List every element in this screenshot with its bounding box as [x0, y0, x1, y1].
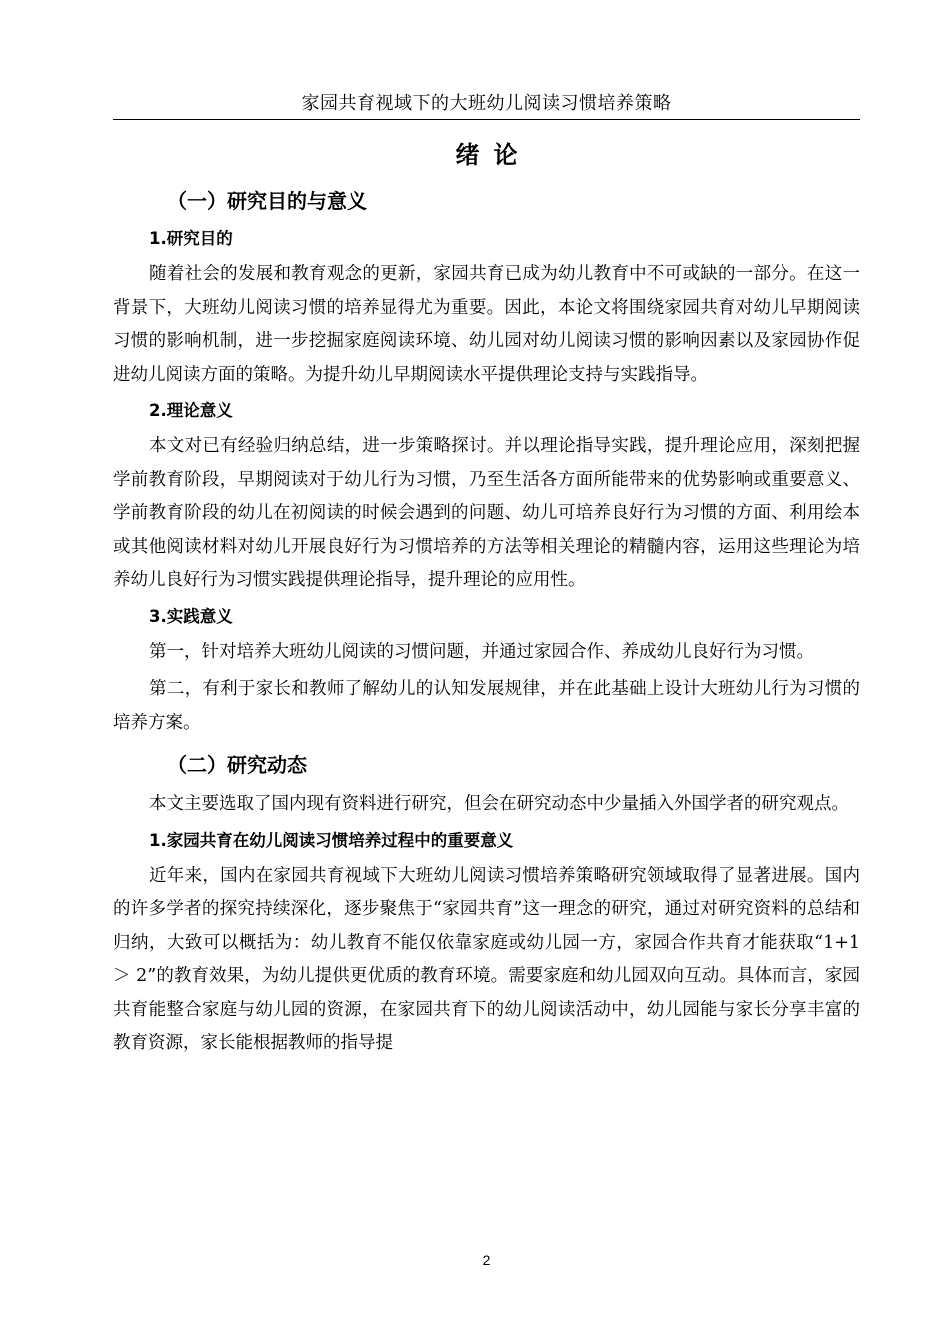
subsection-heading-practical-significance: 3.实践意义: [149, 606, 233, 626]
page-number: 2: [482, 1252, 491, 1268]
paragraph: 第二，有利于家长和教师了解幼儿的认知发展规律，并在此基础上设计大班幼儿行为习惯的培养方案。: [113, 679, 860, 733]
subsection-heading-importance: 1.家园共育在幼儿阅读习惯培养过程中的重要意义: [149, 830, 514, 850]
running-header: 家园共育视域下的大班幼儿阅读习惯培养策略: [301, 93, 672, 114]
paragraph: 近年来，国内在家园共育视域下大班幼儿阅读习惯培养策略研究领域取得了显著进展。国内的许多学者的探究持续深化，逐步聚焦于“家园共育”这一理念的研究，通过对研究资料的总结和归纳，大致可以概括为：幼儿教育不能仅依靠家庭或幼儿园一方，家园合作共育才能获取“1+1 ＞ 2”的教育效果，为幼儿提供更优质的教育环境。需要家庭和幼儿园双向互动。具体而言，家园共育能整合家庭与幼儿园的资源，在家园共育下的幼儿阅读活动中，幼儿园能与家长分享丰富的教育资源，家长能根据教师的指导提: [113, 865, 860, 1053]
paragraph: 随着社会的发展和教育观念的更新，家园共育已成为幼儿教育中不可或缺的一部分。在这一背景下，大班幼儿阅读习惯的培养显得尤为重要。因此，本论文将围绕家园共育对幼儿早期阅读习惯的影响机制，进一步挖掘家庭阅读环境、幼儿园对幼儿阅读习惯的影响因素以及家园协作促进幼儿阅读方面的策略。为提升幼儿早期阅读水平提供理论支持与实践指导。: [113, 264, 860, 385]
chapter-title: 绪论: [455, 140, 532, 169]
subsection-heading-research-purpose: 1.研究目的: [149, 229, 233, 248]
paragraph: 本文主要选取了国内现有资料进行研究，但会在研究动态中少量插入外国学者的研究观点。: [149, 794, 849, 814]
paragraph: 本文对已有经验归纳总结，进一步策略探讨。并以理论指导实践，提升理论应用，深刻把握学前教育阶段，早期阅读对于幼儿行为习惯，乃至生活各方面所能带来的优势影响或重要意义、学前教育阶段的幼儿在初阅读的时候会遇到的问题、幼儿可培养良好行为习惯的方面、利用绘本或其他阅读材料对幼儿开展良好行为习惯培养的方法等相关理论的精髓内容，运用这些理论为培养幼儿良好行为习惯实践提供理论指导，提升理论的应用性。: [113, 436, 860, 590]
body-content: [113, 184, 860, 1065]
section-heading-1: （一）研究目的与意义: [167, 189, 367, 213]
subsection-heading-theoretical-significance: 2.理论意义: [149, 401, 233, 420]
paragraph: 第一，针对培养大班幼儿阅读的习惯问题，并通过家园合作、养成幼儿良好行为习惯。: [149, 641, 814, 662]
header-rule: [113, 119, 860, 120]
section-heading-2: （二）研究动态: [167, 753, 307, 777]
